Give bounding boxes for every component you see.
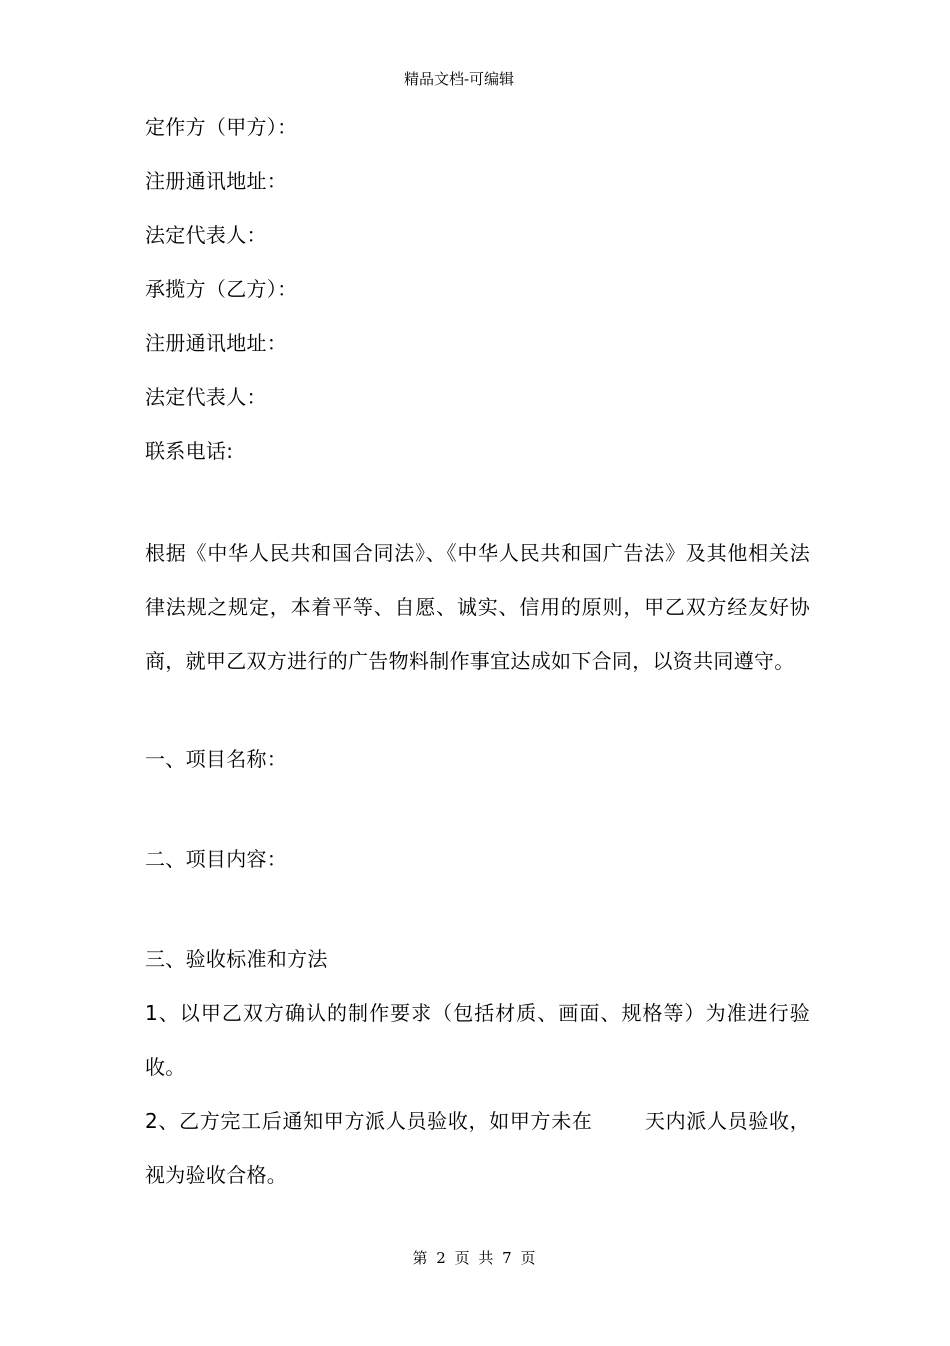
- section-project-name: 一、项目名称：: [145, 747, 288, 771]
- party-a-address: 注册通讯地址：: [145, 169, 288, 193]
- party-a-representative: 法定代表人：: [145, 223, 267, 247]
- section-acceptance-standard: 三、验收标准和方法: [145, 947, 328, 971]
- acceptance-item-2-part1: 2、乙方完工后通知甲方派人员验收，如甲方未在: [145, 1109, 593, 1133]
- party-b-address: 注册通讯地址：: [145, 331, 288, 355]
- party-a-label: 定作方（甲方）：: [145, 115, 298, 139]
- party-b-representative: 法定代表人：: [145, 385, 267, 409]
- intro-paragraph: 根据《中华人民共和国合同法》、《中华人民共和国广告法》及其他相关法律法规之规定，本着平等、自愿、诚实、信用的原则，甲乙双方经友好协商，就甲乙双方进行的广告物料制作事宜达成如下合同，以资共同遵守。: [145, 541, 810, 673]
- party-b-label: 承揽方（乙方）：: [145, 277, 298, 301]
- acceptance-item-1: 1、以甲乙双方确认的制作要求（包括材质、画面、规格等）为准进行验收。: [145, 1001, 810, 1079]
- section-project-content: 二、项目内容：: [145, 847, 288, 871]
- contact-phone: 联系电话:: [145, 439, 234, 463]
- page-footer: 第 2 页 共 7 页: [412, 1249, 538, 1267]
- acceptance-item-2: [145, 1094, 810, 1202]
- acceptance-item-2-part2: 天内派人员验收，视为验收合格。: [145, 1109, 810, 1187]
- page-header: 精品文档-可编辑: [403, 70, 515, 88]
